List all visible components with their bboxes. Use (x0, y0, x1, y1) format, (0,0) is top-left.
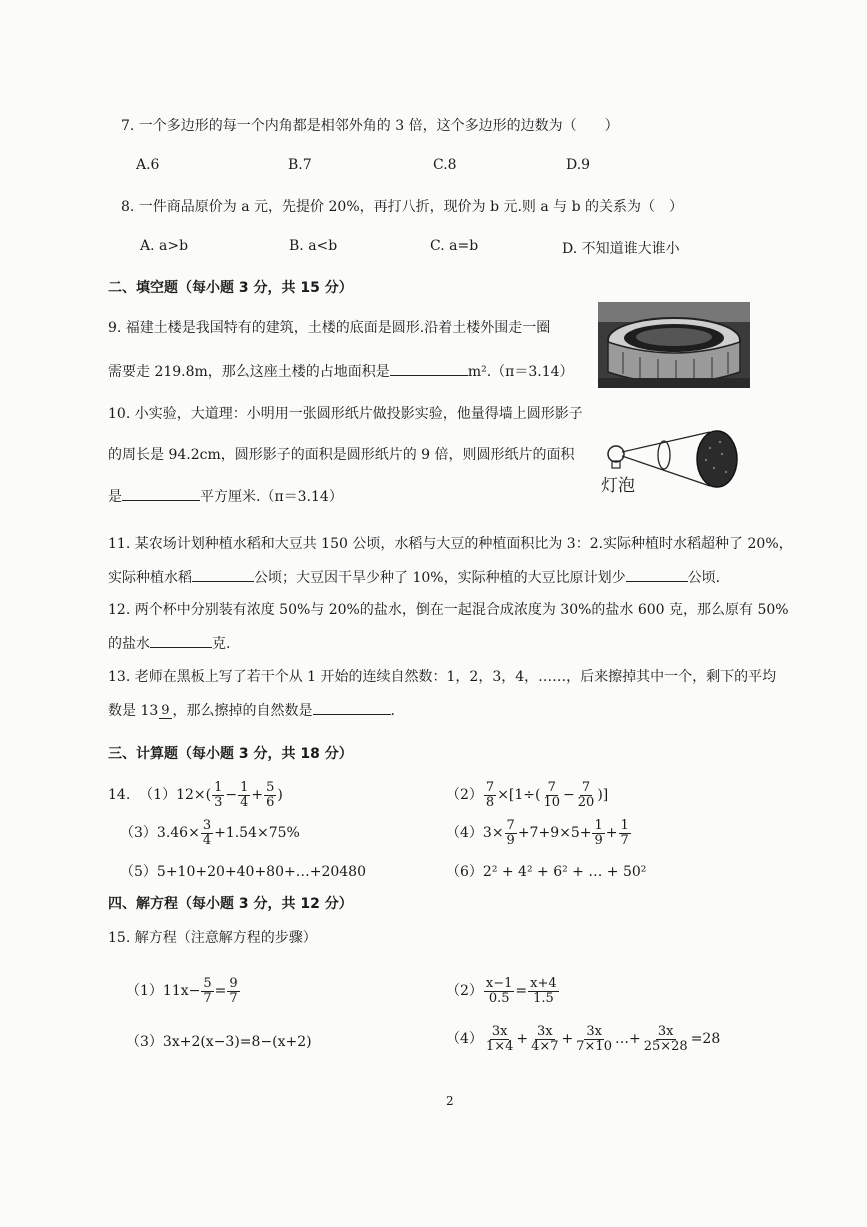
q9-answer-blank (390, 361, 468, 376)
q8-option-b: B. a<b (289, 238, 338, 254)
section-equations-heading: 四、解方程（每小题 3 分，共 12 分） (108, 896, 353, 912)
q14-part6: （6）2² + 4² + 6² + … + 50² (446, 864, 647, 880)
q11-blank-2 (626, 567, 688, 582)
q9-line1: 9. 福建土楼是我国特有的建筑，土楼的底面是圆形.沿着土楼外围走一圈 (108, 320, 551, 336)
q11-line2: 实际种植水稻 公顷；大豆因干旱少种了 10%，实际种植的大豆比原计划少 公顷. (108, 567, 720, 588)
q7-option-c: C.8 (433, 157, 457, 173)
page-number: 2 (446, 1094, 454, 1108)
q10-line1: 10. 小实验，大道理：小明用一张圆形纸片做投影实验，他量得墙上圆形影子 (108, 406, 583, 422)
q7-option-b: B.7 (288, 157, 312, 173)
q10-line2: 的周长是 94.2cm，圆形影子的面积是圆形纸片的 9 倍，则圆形纸片的面积 (108, 447, 575, 463)
q7-option-d: D.9 (566, 157, 591, 173)
q14-part1: 14. （1）12×( $\frac{1}{3}$ − $\frac{1}{4}$ + $\frac{5}{6}$ ) (108, 779, 283, 810)
q8-option-c: C. a=b (430, 238, 479, 254)
q15-eq2: （2） $\frac{x-1}{0.5}$ = $\frac{x+4}{1.5}$ (446, 975, 557, 1006)
q14-part4: （4）3× $\frac{7}{9}$ +7+9×5+ $\frac{1}{9}$ + $\frac{1}{7}$ (446, 817, 629, 848)
q15-eq3: （3）3x+2(x−3)=8−(x+2) (126, 1034, 312, 1050)
q13-line1: 13. 老师在黑板上写了若干个从 1 开始的连续自然数：1，2，3，4，……，后来擦掉其中一个，剩下的平均 (108, 669, 777, 685)
q7-stem: 7. 一个多边形的每一个内角都是相邻外角的 3 倍，这个多边形的边数为（ ） (121, 118, 619, 134)
bulb-label: 灯泡 (601, 476, 635, 496)
q13-answer-blank (313, 700, 391, 715)
q10-answer-blank (122, 486, 200, 501)
tulou-photo (598, 302, 750, 388)
q9-line2: 需要走 219.8m，那么这座土楼的占地面积是 m².（π＝3.14） (108, 361, 574, 382)
q11-blank-1 (192, 567, 254, 582)
q10-line3: 是 平方厘米.（π＝3.14） (108, 486, 343, 507)
q14-part2: （2） $\frac{7}{8}$ ×[1÷( $\frac{7}{10}$ − $\frac{7}{20}$ )] (446, 779, 609, 810)
q13-line2: 数是 13 9 ，那么擦掉的自然数是 . (108, 700, 395, 721)
q8-stem: 8. 一件商品原价为 a 元，先提价 20%，再打八折，现价为 b 元.则 a 与 b 的关系为（ ） (121, 199, 684, 215)
q15-label: 15. 解方程（注意解方程的步骤） (108, 930, 317, 946)
q14-part3: （3）3.46× $\frac{3}{4}$ +1.54×75% (120, 817, 300, 848)
q14-part5: （5）5+10+20+40+80+…+20480 (120, 864, 366, 880)
q8-option-a: A. a>b (140, 238, 189, 254)
q12-answer-blank (150, 633, 212, 648)
q12-line1: 12. 两个杯中分别装有浓度 50%与 20%的盐水，倒在一起混合成浓度为 30%的盐水 600 克，那么原有 50% (108, 602, 789, 618)
q7-option-a: A.6 (136, 157, 160, 173)
q8-option-d: D. 不知道谁大谁小 (562, 241, 680, 257)
q15-eq1: （1）11x− $\frac{5}{7}$ = $\frac{9}{7}$ (126, 975, 238, 1006)
q11-line1: 11. 某农场计划种植水稻和大豆共 150 公顷，水稻与大豆的种植面积比为 3：2.实际种植时水稻超种了 20%， (108, 536, 793, 552)
q15-eq4: （4） $\frac{3x}{1\times 4}$ + $\frac{3x}{4\times 7}$ + $\frac{3x}{7\times 10}$ …+ $\frac{3x}{25\times 28}$ =28 (446, 1023, 721, 1054)
section-calculation-heading: 三、计算题（每小题 3 分，共 18 分） (108, 746, 353, 762)
q13-fraction: 9 (161, 702, 170, 718)
q12-line2: 的盐水 克. (108, 633, 230, 654)
section-fill-in-heading: 二、填空题（每小题 3 分，共 15 分） (108, 280, 353, 296)
